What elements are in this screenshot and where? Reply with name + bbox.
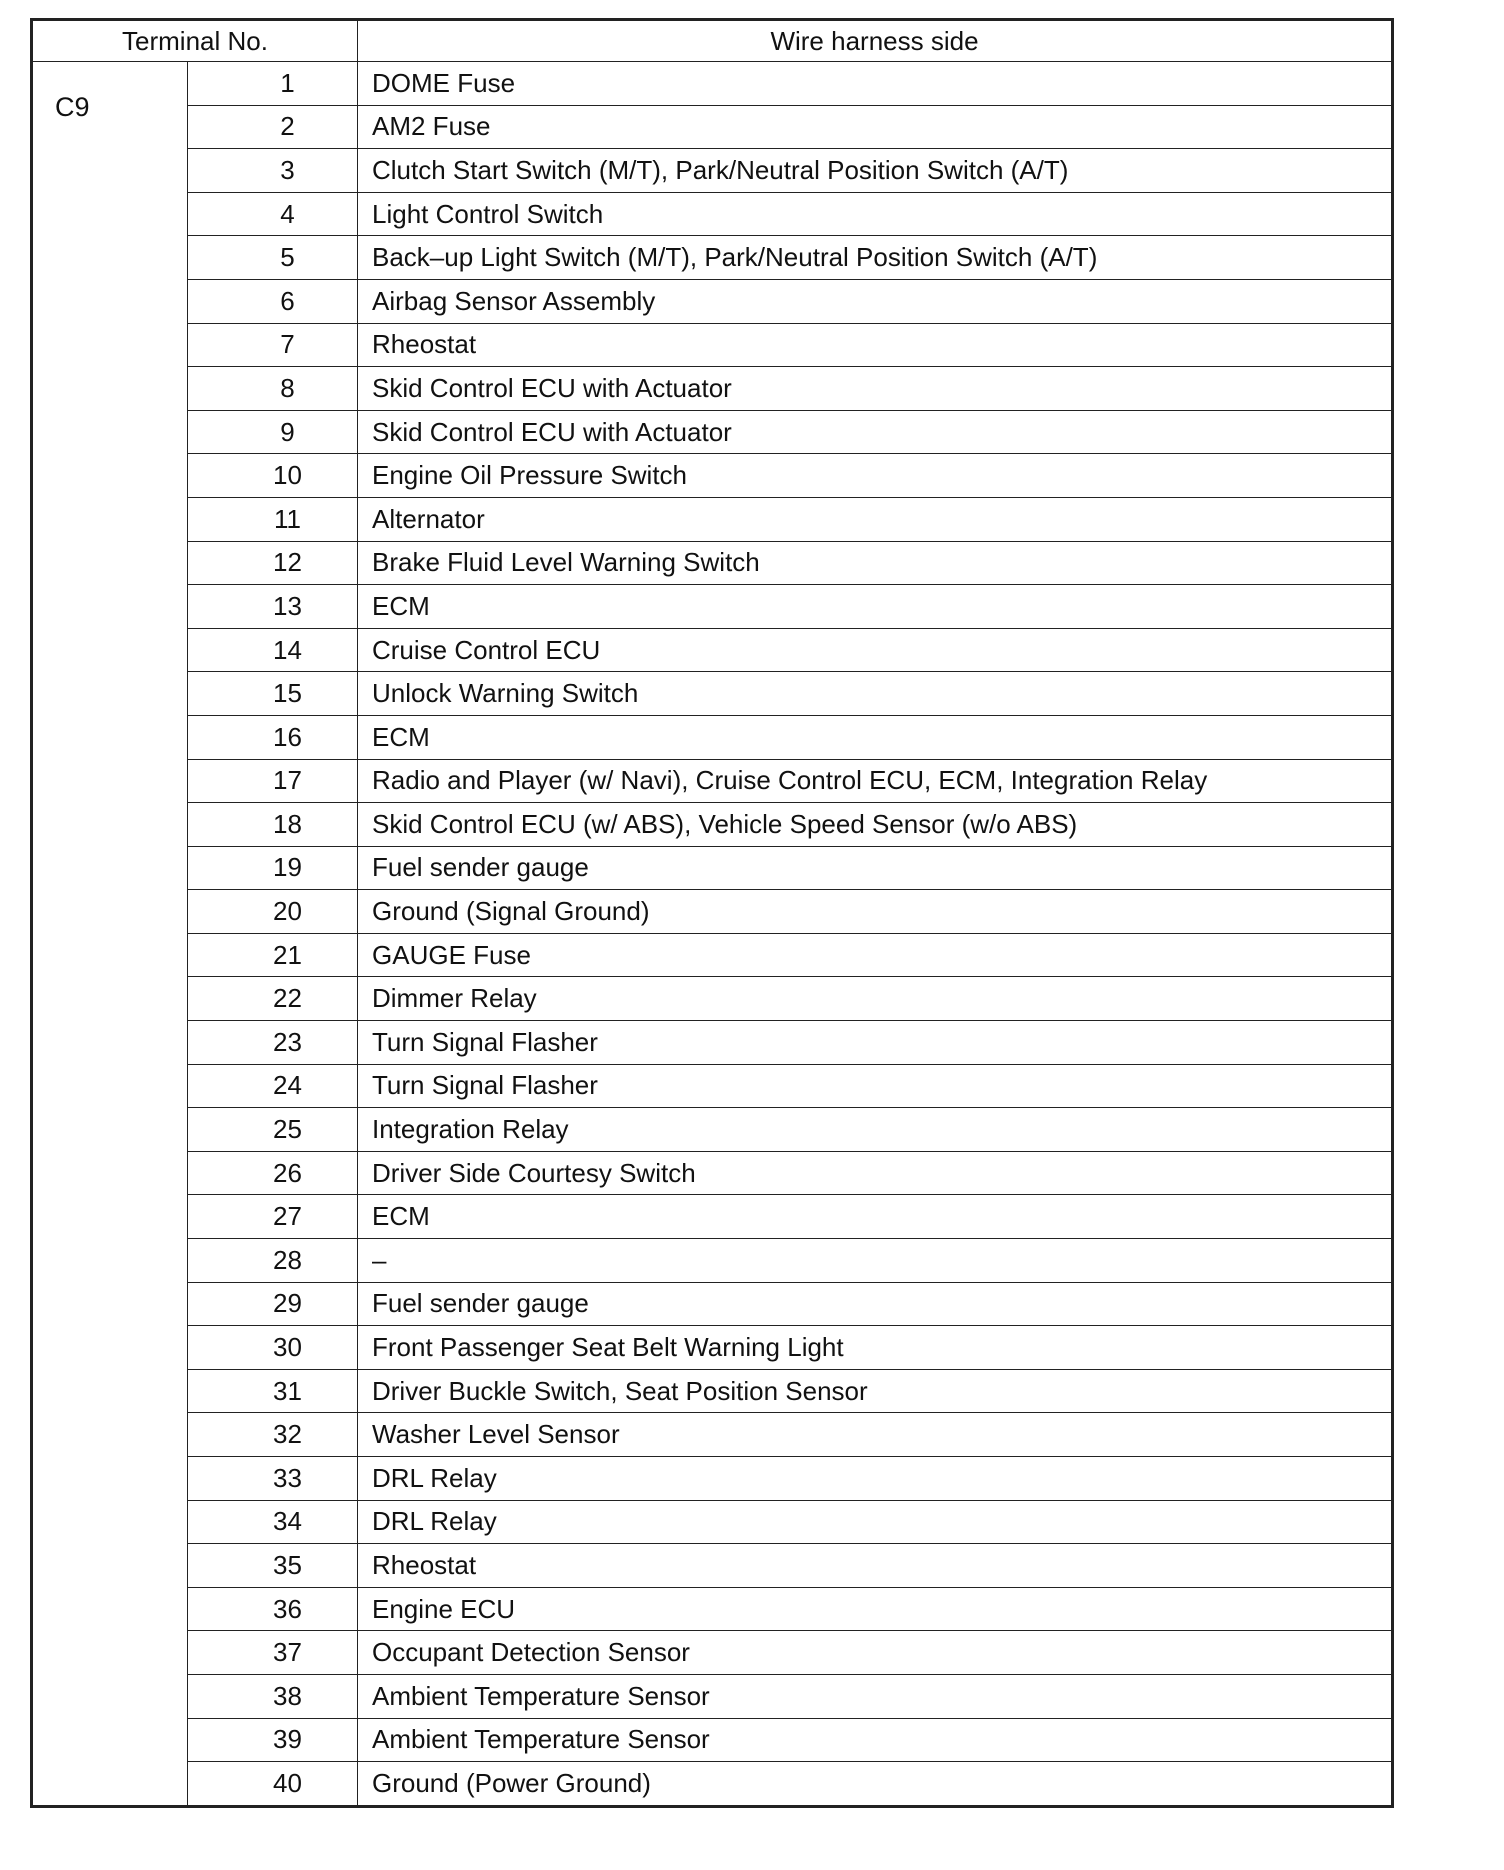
terminal-description: Turn Signal Flasher bbox=[358, 1021, 1392, 1065]
terminal-description: Ground (Signal Ground) bbox=[358, 890, 1392, 934]
table-row bbox=[33, 236, 1392, 280]
table-body bbox=[33, 62, 1392, 1806]
terminal-number: 20 bbox=[188, 890, 358, 934]
terminal-description: DRL Relay bbox=[358, 1457, 1392, 1501]
table-row bbox=[33, 1544, 1392, 1588]
table-row bbox=[33, 410, 1392, 454]
terminal-number: 37 bbox=[188, 1631, 358, 1675]
terminal-number: 31 bbox=[188, 1369, 358, 1413]
terminal-number: 30 bbox=[188, 1326, 358, 1370]
table-row bbox=[33, 1282, 1392, 1326]
terminal-description: Dimmer Relay bbox=[358, 977, 1392, 1021]
terminal-description: Airbag Sensor Assembly bbox=[358, 279, 1392, 323]
terminal-description: Ambient Temperature Sensor bbox=[358, 1718, 1392, 1762]
terminal-description: Brake Fluid Level Warning Switch bbox=[358, 541, 1392, 585]
table-row bbox=[33, 1151, 1392, 1195]
table-row bbox=[33, 1064, 1392, 1108]
table-row bbox=[33, 62, 1392, 106]
terminal-description: Engine ECU bbox=[358, 1587, 1392, 1631]
table-row bbox=[33, 497, 1392, 541]
terminal-description: Driver Side Courtesy Switch bbox=[358, 1151, 1392, 1195]
terminal-description: ECM bbox=[358, 715, 1392, 759]
table-row bbox=[33, 1369, 1392, 1413]
table-row bbox=[33, 759, 1392, 803]
terminal-description: DOME Fuse bbox=[358, 62, 1392, 106]
terminal-description: ECM bbox=[358, 1195, 1392, 1239]
table-header-row bbox=[33, 21, 1392, 62]
terminal-number: 10 bbox=[188, 454, 358, 498]
table-row bbox=[33, 1631, 1392, 1675]
terminal-number: 16 bbox=[188, 715, 358, 759]
terminal-number: 24 bbox=[188, 1064, 358, 1108]
terminal-description: – bbox=[358, 1239, 1392, 1283]
header-terminal-no: Terminal No. bbox=[33, 21, 358, 62]
table-row bbox=[33, 585, 1392, 629]
terminal-description: Light Control Switch bbox=[358, 192, 1392, 236]
terminal-description: Skid Control ECU with Actuator bbox=[358, 367, 1392, 411]
terminal-description: Alternator bbox=[358, 497, 1392, 541]
table-row bbox=[33, 715, 1392, 759]
terminal-description: DRL Relay bbox=[358, 1500, 1392, 1544]
terminal-number: 14 bbox=[188, 628, 358, 672]
table-row bbox=[33, 1674, 1392, 1718]
terminal-description: AM2 Fuse bbox=[358, 105, 1392, 149]
terminal-table-container bbox=[30, 18, 1394, 1808]
terminal-number: 17 bbox=[188, 759, 358, 803]
terminal-number: 36 bbox=[188, 1587, 358, 1631]
terminal-number: 7 bbox=[188, 323, 358, 367]
terminal-description: ECM bbox=[358, 585, 1392, 629]
terminal-number: 32 bbox=[188, 1413, 358, 1457]
terminal-description: Rheostat bbox=[358, 323, 1392, 367]
terminal-description: Front Passenger Seat Belt Warning Light bbox=[358, 1326, 1392, 1370]
table-row bbox=[33, 933, 1392, 977]
terminal-description: Cruise Control ECU bbox=[358, 628, 1392, 672]
table-row bbox=[33, 846, 1392, 890]
terminal-number: 34 bbox=[188, 1500, 358, 1544]
terminal-number: 22 bbox=[188, 977, 358, 1021]
terminal-number: 40 bbox=[188, 1762, 358, 1806]
table-row bbox=[33, 1718, 1392, 1762]
terminal-number: 26 bbox=[188, 1151, 358, 1195]
terminal-number: 12 bbox=[188, 541, 358, 585]
terminal-description: Unlock Warning Switch bbox=[358, 672, 1392, 716]
terminal-number: 13 bbox=[188, 585, 358, 629]
table-row bbox=[33, 279, 1392, 323]
table-row bbox=[33, 105, 1392, 149]
terminal-number: 2 bbox=[188, 105, 358, 149]
terminal-description: GAUGE Fuse bbox=[358, 933, 1392, 977]
terminal-description: Engine Oil Pressure Switch bbox=[358, 454, 1392, 498]
terminal-number: 11 bbox=[188, 497, 358, 541]
header-wire-harness-side: Wire harness side bbox=[358, 21, 1392, 62]
table-row bbox=[33, 192, 1392, 236]
terminal-description: Ambient Temperature Sensor bbox=[358, 1674, 1392, 1718]
terminal-description: Washer Level Sensor bbox=[358, 1413, 1392, 1457]
terminal-description: Clutch Start Switch (M/T), Park/Neutral Position Switch (A/T) bbox=[358, 149, 1392, 193]
table-row bbox=[33, 1413, 1392, 1457]
table-row bbox=[33, 1195, 1392, 1239]
terminal-number: 23 bbox=[188, 1021, 358, 1065]
terminal-number: 15 bbox=[188, 672, 358, 716]
terminal-number: 9 bbox=[188, 410, 358, 454]
terminal-number: 29 bbox=[188, 1282, 358, 1326]
terminal-description: Ground (Power Ground) bbox=[358, 1762, 1392, 1806]
terminal-description: Turn Signal Flasher bbox=[358, 1064, 1392, 1108]
terminal-number: 27 bbox=[188, 1195, 358, 1239]
table-row bbox=[33, 977, 1392, 1021]
table-row bbox=[33, 149, 1392, 193]
table-row bbox=[33, 1587, 1392, 1631]
terminal-number: 1 bbox=[188, 62, 358, 106]
table-row bbox=[33, 1500, 1392, 1544]
terminal-description: Skid Control ECU (w/ ABS), Vehicle Speed Sensor (w/o ABS) bbox=[358, 803, 1392, 847]
terminal-number: 28 bbox=[188, 1239, 358, 1283]
table-row bbox=[33, 890, 1392, 934]
table-row bbox=[33, 672, 1392, 716]
table-row bbox=[33, 1457, 1392, 1501]
terminal-number: 33 bbox=[188, 1457, 358, 1501]
terminal-number: 19 bbox=[188, 846, 358, 890]
terminal-number: 38 bbox=[188, 1674, 358, 1718]
terminal-table bbox=[32, 20, 1392, 1806]
table-row bbox=[33, 803, 1392, 847]
terminal-number: 6 bbox=[188, 279, 358, 323]
terminal-number: 4 bbox=[188, 192, 358, 236]
terminal-number: 8 bbox=[188, 367, 358, 411]
terminal-description: Fuel sender gauge bbox=[358, 846, 1392, 890]
terminal-description: Occupant Detection Sensor bbox=[358, 1631, 1392, 1675]
terminal-number: 25 bbox=[188, 1108, 358, 1152]
table-row bbox=[33, 367, 1392, 411]
terminal-number: 35 bbox=[188, 1544, 358, 1588]
table-row bbox=[33, 541, 1392, 585]
table-row bbox=[33, 1239, 1392, 1283]
table-row bbox=[33, 1108, 1392, 1152]
terminal-description: Fuel sender gauge bbox=[358, 1282, 1392, 1326]
terminal-number: 18 bbox=[188, 803, 358, 847]
table-row bbox=[33, 1762, 1392, 1806]
terminal-description: Back–up Light Switch (M/T), Park/Neutral Position Switch (A/T) bbox=[358, 236, 1392, 280]
terminal-description: Integration Relay bbox=[358, 1108, 1392, 1152]
table-row bbox=[33, 1021, 1392, 1065]
table-row bbox=[33, 323, 1392, 367]
table-row bbox=[33, 628, 1392, 672]
connector-label: C9 bbox=[33, 62, 188, 1806]
terminal-number: 39 bbox=[188, 1718, 358, 1762]
terminal-description: Skid Control ECU with Actuator bbox=[358, 410, 1392, 454]
terminal-number: 5 bbox=[188, 236, 358, 280]
table-row bbox=[33, 454, 1392, 498]
table-row bbox=[33, 1326, 1392, 1370]
terminal-number: 3 bbox=[188, 149, 358, 193]
terminal-number: 21 bbox=[188, 933, 358, 977]
terminal-description: Radio and Player (w/ Navi), Cruise Control ECU, ECM, Integration Relay bbox=[358, 759, 1392, 803]
terminal-description: Rheostat bbox=[358, 1544, 1392, 1588]
terminal-description: Driver Buckle Switch, Seat Position Sensor bbox=[358, 1369, 1392, 1413]
